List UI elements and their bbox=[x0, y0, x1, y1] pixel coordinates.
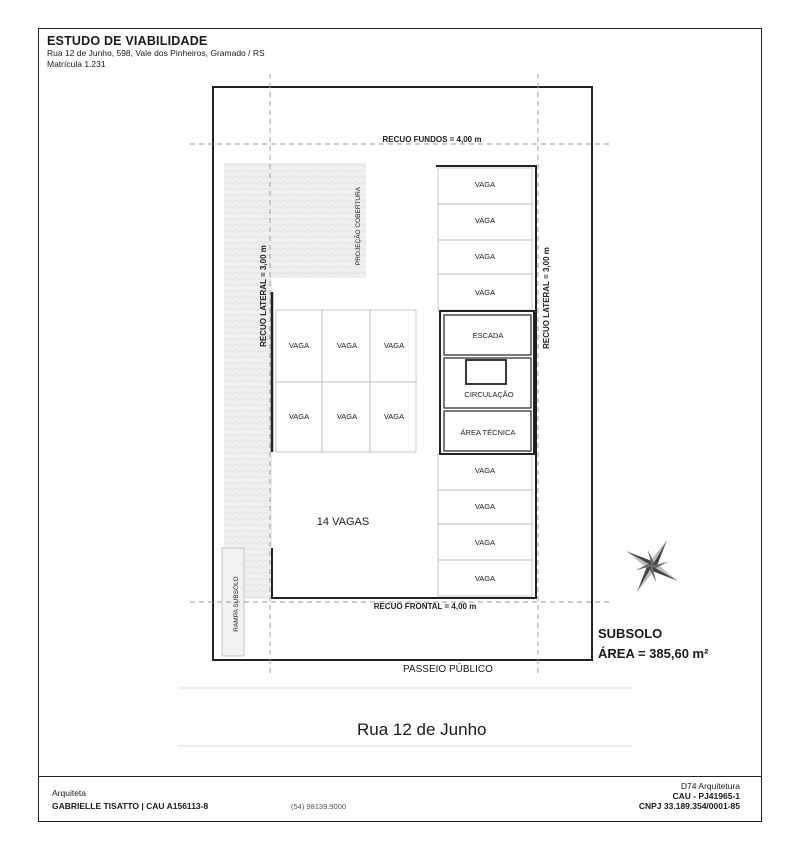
projecao-cobertura-label: PROJEÇÃO COBERTURA bbox=[355, 186, 362, 266]
recuo-fundos-label: RECUO FUNDOS = 4,00 m bbox=[382, 135, 482, 144]
rampa-label: RAMPA SUBSOLO bbox=[233, 576, 240, 632]
escada-label: ESCADA bbox=[472, 331, 504, 340]
vaga-label: VAGA bbox=[474, 502, 496, 511]
address-line: Rua 12 de Junho, 598, Vale dos Pinheiros, Gramado / RS bbox=[47, 48, 265, 58]
vaga-label: VAGA bbox=[336, 341, 358, 350]
footer-cnpj: CNPJ 33.189.354/0001-85 bbox=[638, 801, 740, 811]
footer-architect: GABRIELLE TISATTO | CAU A156113-8 bbox=[52, 801, 209, 811]
vaga-label: VAGA bbox=[383, 412, 405, 421]
street-name: Rua 12 de Junho bbox=[357, 720, 487, 739]
vaga-label: VAGA bbox=[383, 341, 405, 350]
recuo-frontal-label: RECUO FRONTAL = 4,00 m bbox=[373, 602, 477, 611]
subsolo-label: SUBSOLO bbox=[598, 626, 663, 641]
vaga-label: VAGA bbox=[474, 466, 496, 475]
subsolo-area: ÁREA = 385,60 m² bbox=[598, 646, 709, 661]
vaga-label: VAGA bbox=[474, 574, 496, 583]
vaga-label: VAGA bbox=[336, 412, 358, 421]
total-vagas-label: 14 VAGAS bbox=[316, 516, 370, 528]
vaga-label: VAGA bbox=[474, 538, 496, 547]
subsolo-summary bbox=[598, 624, 708, 664]
passeio-publico-label: PASSEIO PÚBLICO bbox=[403, 664, 493, 675]
area-tecnica-label: ÁREA TÉCNICA bbox=[460, 428, 516, 437]
circulacao-label: CIRCULAÇÃO bbox=[464, 390, 514, 399]
recuo-lateral-left-label: RECUO LATERAL = 3,00 m bbox=[259, 245, 268, 347]
vaga-label: VAGA bbox=[288, 341, 310, 350]
footer-role: Arquiteta bbox=[52, 788, 87, 798]
vaga-label: VAGA bbox=[474, 180, 496, 189]
roof-projection-hatch bbox=[272, 163, 366, 278]
footer-phone: (54) 98139.9000 bbox=[291, 802, 347, 811]
matricula-line: Matrícula 1.231 bbox=[47, 59, 106, 69]
vagas-center bbox=[276, 310, 416, 452]
document-title: ESTUDO DE VIABILIDADE bbox=[47, 34, 208, 48]
footer-cau-pj: CAU - PJ41965-1 bbox=[672, 791, 740, 801]
vaga-label: VAGA bbox=[288, 412, 310, 421]
lateral-setback-hatch bbox=[224, 163, 272, 599]
recuo-lateral-right-label: RECUO LATERAL = 3,00 m bbox=[542, 247, 551, 349]
vaga-label: VAGA bbox=[474, 288, 496, 297]
compass-icon bbox=[611, 525, 693, 607]
footer-firm: D74 Arquitetura bbox=[680, 781, 740, 791]
vaga-label: VAGA bbox=[474, 216, 496, 225]
footer-divider bbox=[38, 776, 762, 777]
vaga-label: VAGA bbox=[474, 252, 496, 261]
